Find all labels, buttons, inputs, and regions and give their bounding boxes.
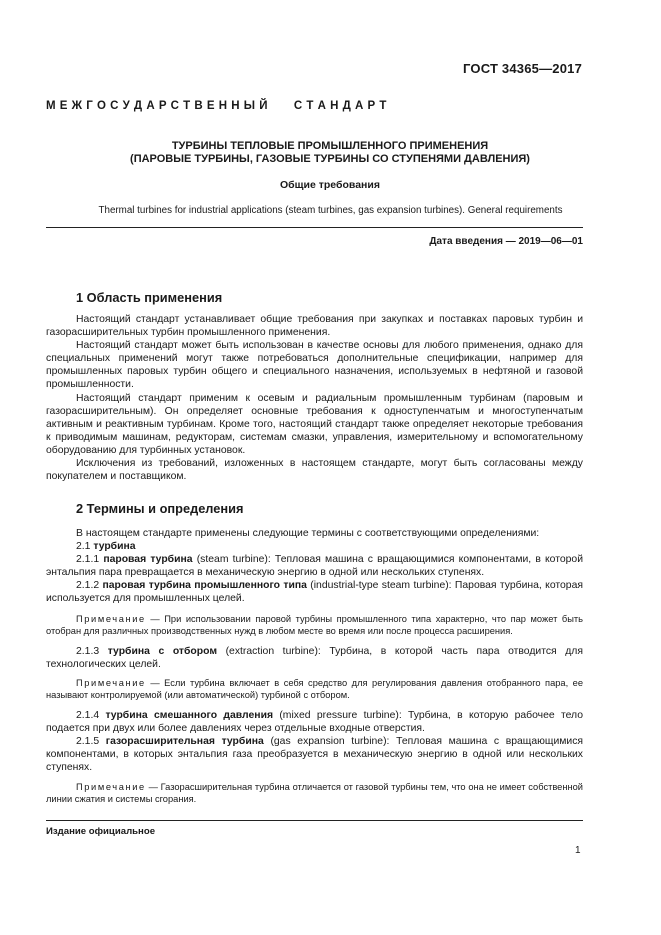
- note-label: Примечание: [76, 678, 146, 688]
- term-2-1: [46, 540, 583, 553]
- divider-bottom: [46, 820, 583, 821]
- section-1-body: [46, 313, 583, 483]
- term-number: 2.1.1: [76, 554, 100, 566]
- section-2-body: [46, 527, 583, 606]
- term-2-1-1: [46, 553, 583, 579]
- divider-top: [46, 227, 583, 228]
- document-title: [40, 140, 620, 166]
- term-2-1-5: [46, 735, 583, 774]
- note-text: — При использовании паровой турбины промышленного типа характерно, что пар может быть отобран для различных производственных нужд в любом месте во время или после процесса расширения.: [46, 614, 583, 637]
- section-1-paragraph-4: Исключения из требований, изложенных в настоящем стандарте, могут быть согласованы между покупателем и поставщиком.: [46, 458, 583, 483]
- term-definition: (gas expansion turbine): Тепловая машина с вращающимися компонентами, в которых энтальпия газа преобразуется в механическую энергию в одной или нескольких ступенях.: [46, 736, 584, 774]
- note-3: [46, 781, 583, 806]
- term-definition: (extraction turbine): Турбина, в которой часть пара отводится для технологических целей.: [46, 646, 583, 671]
- note-1: [46, 613, 583, 638]
- section-1-paragraph-3: Настоящий стандарт применим к осевым и радиальным промышленным турбинам (паровым и газорасширительным). Он определяет основные требования к одноступенчатым и многоступенчатым активным и реактивным турбинам. Кроме того, настоящий стандарт также определяет некоторые требования к приводимым машинам, редукторам, системам смазки, управления, измерительному и вспомогательному оборудованию для турбинных установок.: [46, 392, 583, 456]
- section-1-paragraph-2: Настоящий стандарт может быть использован в качестве основы для любого применения, однако для специальных применений могут также потребоваться дополнительные спецификации, например для промышленных паровых турбин общего и специального назначения, используемых в нефтяной и газовой промышленности.: [46, 340, 583, 391]
- note-text: — Если турбина включает в себя средство для регулирования давления отобранного пара, ее называют контролируемой (или автоматической) турбиной с отбором.: [46, 678, 583, 701]
- term-name: турбина смешанного давления: [105, 710, 274, 721]
- interstate-standard-label: М Е Ж Г О С У Д А Р С Т В Е Н Н Ы Й С Т А Н Д А Р Т: [46, 100, 387, 112]
- title-line-1: ТУРБИНЫ ТЕПЛОВЫЕ ПРОМЫШЛЕННОГО ПРИМЕНЕНИЯ: [171, 140, 489, 152]
- document-subtitle: Общие требования: [280, 179, 380, 191]
- term-name: турбина с отбором: [107, 646, 218, 657]
- term-definition: (industrial-type steam turbine): Паровая турбина, которая используется для промышленных целей.: [46, 580, 583, 605]
- section-2-intro: В настоящем стандарте применены следующие термины с соответствующими определениями:: [76, 528, 540, 539]
- term-name: паровая турбина: [103, 554, 193, 566]
- term-number: 2.1.5: [76, 736, 100, 748]
- term-name: турбина: [93, 541, 136, 553]
- document-number: ГОСТ 34365—2017: [463, 61, 582, 76]
- term-number: 2.1.2: [76, 580, 100, 592]
- note-label: Примечание: [76, 782, 146, 792]
- english-title: Thermal turbines for industrial applications (steam turbines, gas expansion turbines). General requirements: [98, 205, 563, 216]
- term-name: паровая турбина промышленного типа: [102, 580, 307, 592]
- term-2-1-4-5-block: [46, 709, 583, 774]
- term-2-1-4: [46, 709, 583, 735]
- section-1-heading: 1 Область применения: [76, 290, 223, 305]
- term-2-1-3-block: [46, 645, 583, 671]
- term-definition: (mixed pressure turbine): Турбина, в которую рабочее тело подается при двух или более давлениях через отдельные входные отверстия.: [46, 710, 583, 735]
- term-name: газорасширительная турбина: [105, 736, 264, 748]
- term-2-1-3: [46, 645, 583, 671]
- title-line-2: (ПАРОВЫЕ ТУРБИНЫ, ГАЗОВЫЕ ТУРБИНЫ СО СТУПЕНЯМИ ДАВЛЕНИЯ): [130, 153, 530, 165]
- term-number: 2.1.3: [76, 646, 100, 657]
- section-2-heading: 2 Термины и определения: [76, 501, 244, 516]
- term-number: 2.1: [76, 541, 91, 553]
- section-1-paragraph-1: Настоящий стандарт устанавливает общие требования при закупках и поставках паровых турбин и газорасширительных турбин промышленного применения.: [46, 314, 583, 339]
- note-2: [46, 677, 583, 702]
- term-2-1-2: [46, 579, 583, 605]
- official-edition-label: Издание официальное: [46, 826, 156, 837]
- note-text: — Газорасширительная турбина отличается от газовой турбины тем, что она не имеет собственной линии сжатия и системы сгорания.: [46, 782, 583, 805]
- term-definition: (steam turbine): Тепловая машина с вращающимися компонентами, в которой энтальпия пара превращается в механическую энергию в одной или нескольких ступенях.: [46, 554, 584, 579]
- page-number: 1: [575, 845, 581, 856]
- term-number: 2.1.4: [76, 710, 100, 721]
- note-label: Примечание: [76, 614, 146, 624]
- introduction-date: Дата введения — 2019—06—01: [429, 236, 583, 247]
